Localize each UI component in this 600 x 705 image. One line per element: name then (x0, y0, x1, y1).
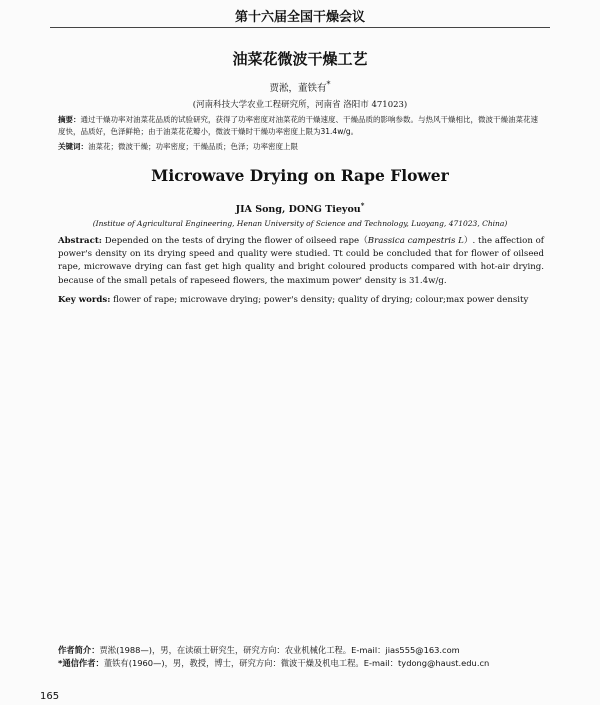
english-keywords-text: flower of rape; microwave drying; power's density; quality of drying; colour;max power density (113, 295, 529, 305)
header-rule (50, 27, 550, 28)
english-affiliation: (Institue of Agricultural Engineering, Henan University of Science and Technology, Luoyang, 471023, China) (92, 219, 508, 228)
english-abstract-label: Abstract: (58, 236, 102, 246)
author-footnote (58, 644, 560, 656)
chinese-keywords (58, 141, 542, 153)
chinese-keywords-label: 关键词： (58, 142, 88, 151)
chinese-abstract-label: 摘要： (58, 115, 81, 124)
chinese-title: 油菜花微波干燥工艺 (232, 50, 368, 68)
english-abstract-species: Brassica campestris L (367, 236, 464, 246)
english-abstract-text-1: Depended on the tests of drying the flower of oilseed rape（ (104, 236, 368, 246)
author-footnote-label: 作者简介： (58, 645, 100, 655)
corresponding-footnote-text: 董铁有(1960—)，男，教授，博士，研究方向：微波干燥及机电工程。E-mail：tydong@haust.edu.cn (103, 658, 490, 668)
chinese-corresponding-mark: * (326, 80, 331, 89)
chinese-affiliation: (河南科技大学农业工程研究所，河南省 洛阳市 471023) (192, 100, 408, 110)
running-header: 第十六届全国干燥会议 (234, 10, 365, 25)
corresponding-footnote (58, 657, 560, 669)
english-abstract-text-2: ）. the affection of power's density on its drying speed and quality were studied. Tt could be concluded that for flower of oilseed rape, microwave drying can fast get high quality and bright coloured products compared with hot-air drying. because of the small petals of rapeseed flowers, the maximum power' density is 31.4w/g. (58, 236, 544, 286)
english-title: Microwave Drying on Rape Flower (151, 166, 449, 185)
english-keywords-label: Key words: (58, 295, 111, 305)
corresponding-footnote-label: *通信作者： (58, 658, 104, 668)
page-number: 165 (40, 691, 60, 702)
english-corresponding-mark: * (360, 201, 365, 210)
chinese-abstract-text: 通过干燥功率对油菜花品质的试验研究，获得了功率密度对油菜花的干燥速度、干燥品质的影响参数。与热风干燥相比，微波干燥油菜花速度快，品质好，色泽鲜艳；由于油菜花花瓣小，微波干燥时干燥功率密度上限为31.4w/g。 (58, 115, 538, 136)
chinese-keywords-text: 油菜花；微波干燥；功率密度；干燥品质；色泽；功率密度上限 (88, 142, 298, 151)
english-author-names: JIA Song, DONG Tieyou (235, 204, 361, 216)
author-footnote-text: 贾淞(1988—)，男，在读硕士研究生，研究方向：农业机械化工程。E-mail：jias555@163.com (99, 645, 460, 655)
english-abstract (58, 235, 544, 288)
english-keywords (58, 294, 544, 307)
chinese-author-names: 贾淞，董铁有 (269, 83, 327, 95)
english-authors (0, 201, 600, 215)
chinese-authors (0, 80, 600, 94)
chinese-abstract (58, 114, 542, 138)
